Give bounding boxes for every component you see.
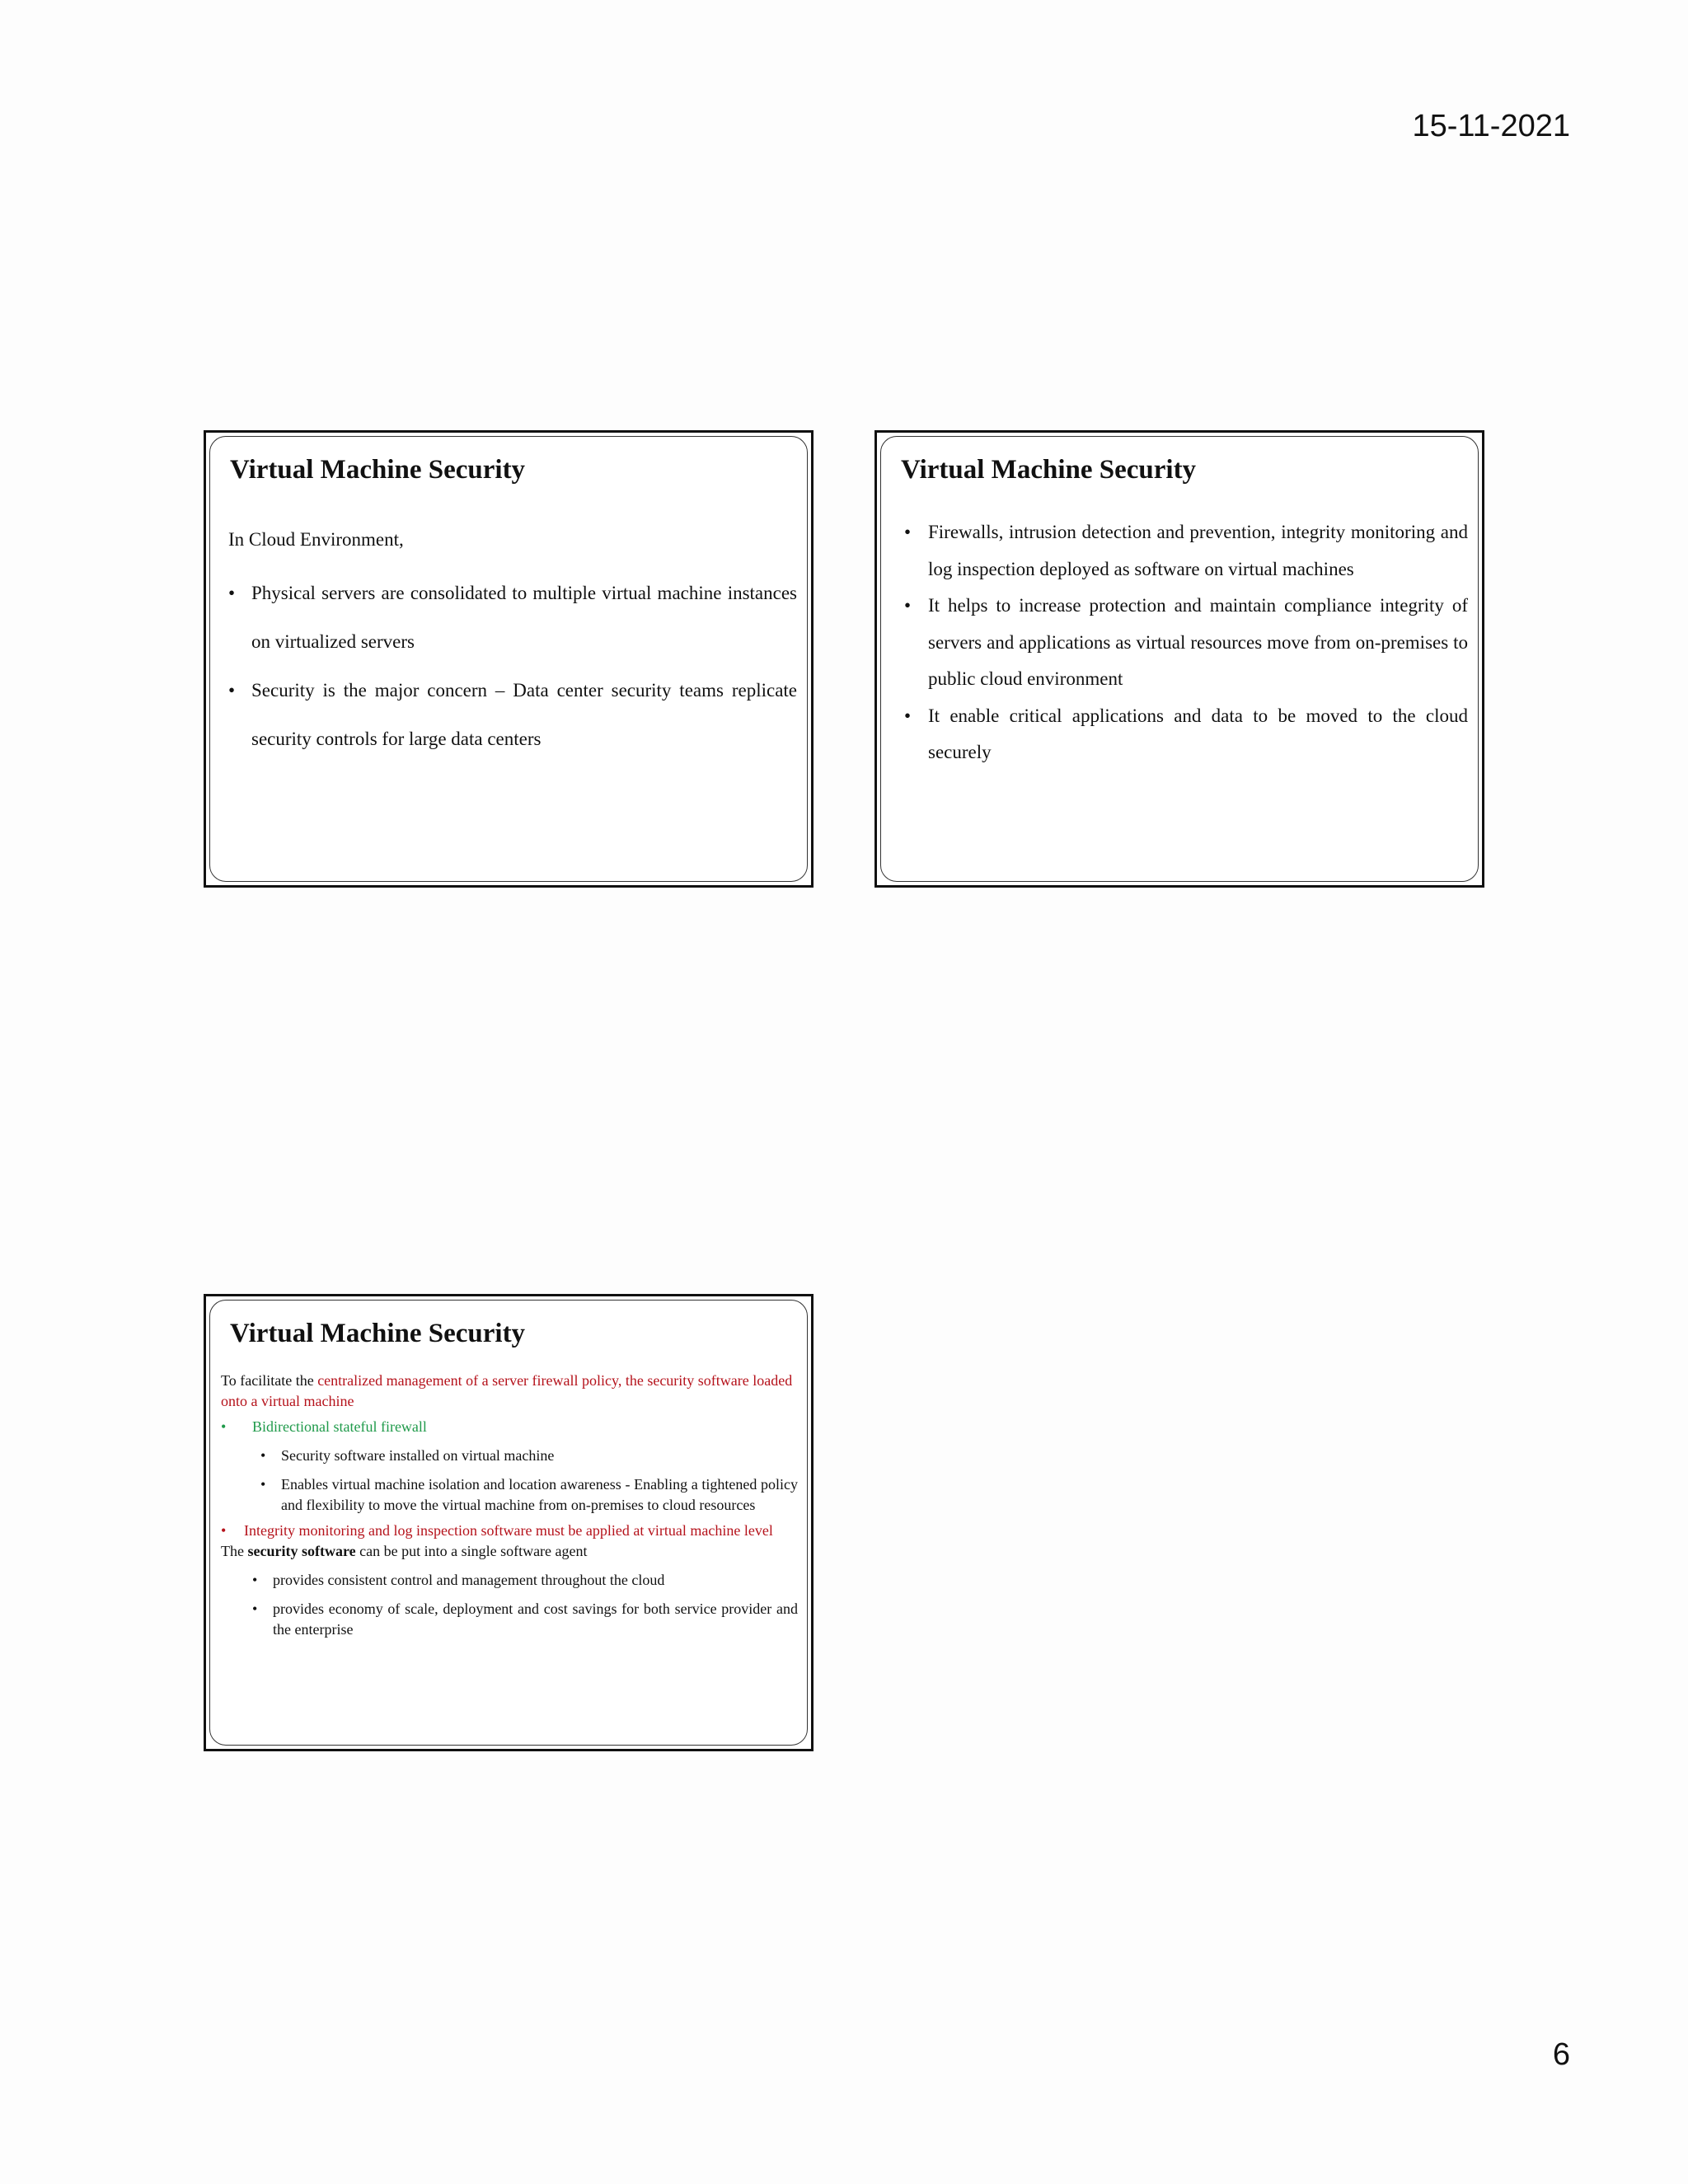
header-date: 15-11-2021 bbox=[1412, 109, 1570, 143]
slide-frame bbox=[209, 436, 808, 882]
bullet-icon: • bbox=[252, 1572, 258, 1588]
bullet-list bbox=[228, 569, 797, 763]
list-item-text: Enables virtual machine isolation and location awareness - Enabling a tightened policy and flexibility to move the virtual machine from on-premises to cloud resources bbox=[281, 1476, 798, 1513]
list-item bbox=[904, 698, 1468, 771]
bullet-list bbox=[904, 514, 1468, 771]
list-item-text: provides economy of scale, deployment and cost savings for both service provider and the enterprise bbox=[273, 1601, 798, 1638]
agent-bold: security software bbox=[247, 1543, 356, 1559]
slide-body bbox=[221, 1371, 798, 1640]
sub-list-item bbox=[221, 1446, 798, 1466]
page-number: 6 bbox=[1552, 2037, 1570, 2072]
slide-title: Virtual Machine Security bbox=[901, 455, 1197, 485]
list-item-text: It enable critical applications and data to be moved to the cloud securely bbox=[928, 705, 1468, 762]
list-item-text: Bidirectional stateful firewall bbox=[252, 1418, 427, 1435]
slide-intro-text bbox=[221, 1371, 798, 1412]
bullet-icon: • bbox=[228, 583, 236, 603]
sub-list-item bbox=[221, 1599, 798, 1640]
bullet-icon: • bbox=[221, 1522, 227, 1539]
sub-list-item bbox=[221, 1474, 798, 1516]
slide-thumbnail-1 bbox=[204, 430, 814, 888]
slide-thumbnail-2 bbox=[874, 430, 1484, 888]
sub-list-item bbox=[221, 1570, 798, 1591]
bullet-icon: • bbox=[228, 680, 236, 701]
bullet-icon: • bbox=[904, 522, 912, 542]
slide-frame bbox=[209, 1300, 808, 1746]
agent-suffix: can be put into a single software agent bbox=[355, 1543, 588, 1559]
agent-prefix: The bbox=[221, 1543, 248, 1559]
list-item-text: provides consistent control and management throughout the cloud bbox=[273, 1572, 665, 1588]
bullet-icon: • bbox=[252, 1601, 258, 1617]
bullet-icon: • bbox=[260, 1476, 266, 1493]
slide-title: Virtual Machine Security bbox=[230, 1319, 526, 1348]
list-item-text: Integrity monitoring and log inspection software must be applied at virtual machine level bbox=[244, 1522, 773, 1539]
list-item-text: Security is the major concern – Data center security teams replicate security controls for large data centers bbox=[251, 680, 797, 749]
agent-statement bbox=[221, 1541, 798, 1562]
list-item-text: Firewalls, intrusion detection and prevention, integrity monitoring and log inspection deployed as software on virtual machines bbox=[928, 522, 1468, 579]
bullet-icon: • bbox=[260, 1447, 266, 1464]
slide-title: Virtual Machine Security bbox=[230, 455, 526, 485]
list-item bbox=[904, 588, 1468, 698]
list-item bbox=[228, 666, 797, 763]
slide-frame bbox=[880, 436, 1479, 882]
list-item-text: It helps to increase protection and maintain compliance integrity of servers and applications as virtual resources move from on-premises to public cloud environment bbox=[928, 595, 1468, 689]
list-item-red bbox=[221, 1521, 798, 1541]
bullet-icon: • bbox=[904, 595, 912, 616]
list-item bbox=[904, 514, 1468, 588]
list-item-text: Physical servers are consolidated to multiple virtual machine instances on virtualized servers bbox=[251, 583, 797, 652]
list-item-text: Security software installed on virtual machine bbox=[281, 1447, 555, 1464]
list-item bbox=[228, 569, 797, 666]
intro-prefix: To facilitate the bbox=[221, 1372, 318, 1389]
intro-highlight: centralized management of a server firewall policy, the security software loaded onto a virtual machine bbox=[221, 1372, 793, 1409]
list-item-green bbox=[221, 1417, 798, 1437]
bullet-icon: • bbox=[904, 705, 912, 726]
slide-intro-text: In Cloud Environment, bbox=[228, 529, 404, 550]
slide-thumbnail-3 bbox=[204, 1294, 814, 1751]
bullet-icon: • bbox=[221, 1418, 227, 1435]
